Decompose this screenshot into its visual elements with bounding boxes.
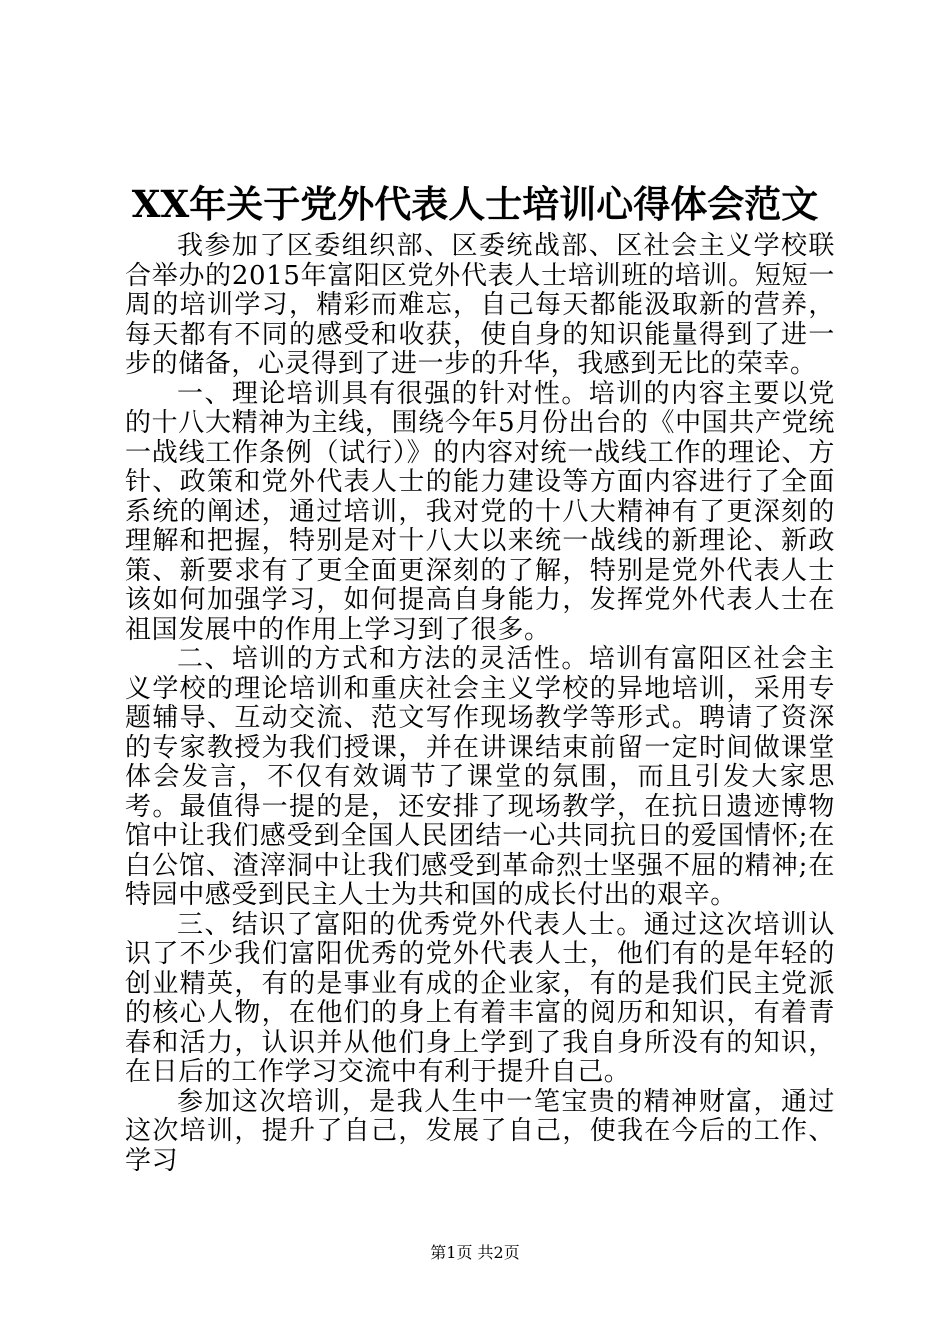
document-body [125,232,835,1176]
paragraph-intro: 我参加了区委组织部、区委统战部、区社会主义学校联合举办的2015年富阳区党外代表人士培训班的培训。短短一周的培训学习，精彩而难忘，自己每天都能汲取新的营养，每天都有不同的感受和收获，使自身的知识能量得到了进一步的储备，心灵得到了进一步的升华，我感到无比的荣幸。 [125,231,835,379]
document-title: XX年关于党外代表人士培训心得体会范文 [131,182,819,226]
paragraph-section-1: 一、理论培训具有很强的针对性。培训的内容主要以党的十八大精神为主线，围绕今年5月份出台的《中国共产党统一战线工作条例（试行）》的内容对统一战线工作的理论、方针、政策和党外代表人士的能力建设等方面内容进行了全面系统的阐述，通过培训，我对党的十八大精神有了更深刻的理解和把握，特别是对十八大以来统一战线的新理论、新政策、新要求有了更全面更深刻的了解，特别是党外代表人士该如何加强学习，如何提高自身能力，发挥党外代表人士在祖国发展中的作用上学习到了很多。 [125,378,835,645]
paragraph-section-2: 二、培训的方式和方法的灵活性。培训有富阳区社会主义学校的理论培训和重庆社会主义学校的异地培训，采用专题辅导、互动交流、范文写作现场教学等形式。聘请了资深的专家教授为我们授课，并在讲课结束前留一定时间做课堂体会发言，不仅有效调节了课堂的氛围，而且引发大家思考。最值得一提的是，还安排了现场教学，在抗日遗迹博物馆中让我们感受到全国人民团结一心共同抗日的爱国情怀;在白公馆、渣滓洞中让我们感受到革命烈士坚强不屈的精神;在特园中感受到民主人士为共和国的成长付出的艰辛。 [125,644,835,910]
page-footer: 第1页 共2页 [430,1243,520,1262]
paragraph-section-3: 三、结识了富阳的优秀党外代表人士。通过这次培训认识了不少我们富阳优秀的党外代表人士，他们有的是年轻的创业精英，有的是事业有成的企业家，有的是我们民主党派的核心人物，在他们的身上有着丰富的阅历和知识，有着青春和活力，认识并从他们身上学到了我自身所没有的知识，在日后的工作学习交流中有利于提升自己。 [125,909,835,1087]
paragraph-conclusion: 参加这次培训，是我人生中一笔宝贵的精神财富，通过这次培训，提升了自己，发展了自己，使我在今后的工作、学习 [125,1086,835,1176]
